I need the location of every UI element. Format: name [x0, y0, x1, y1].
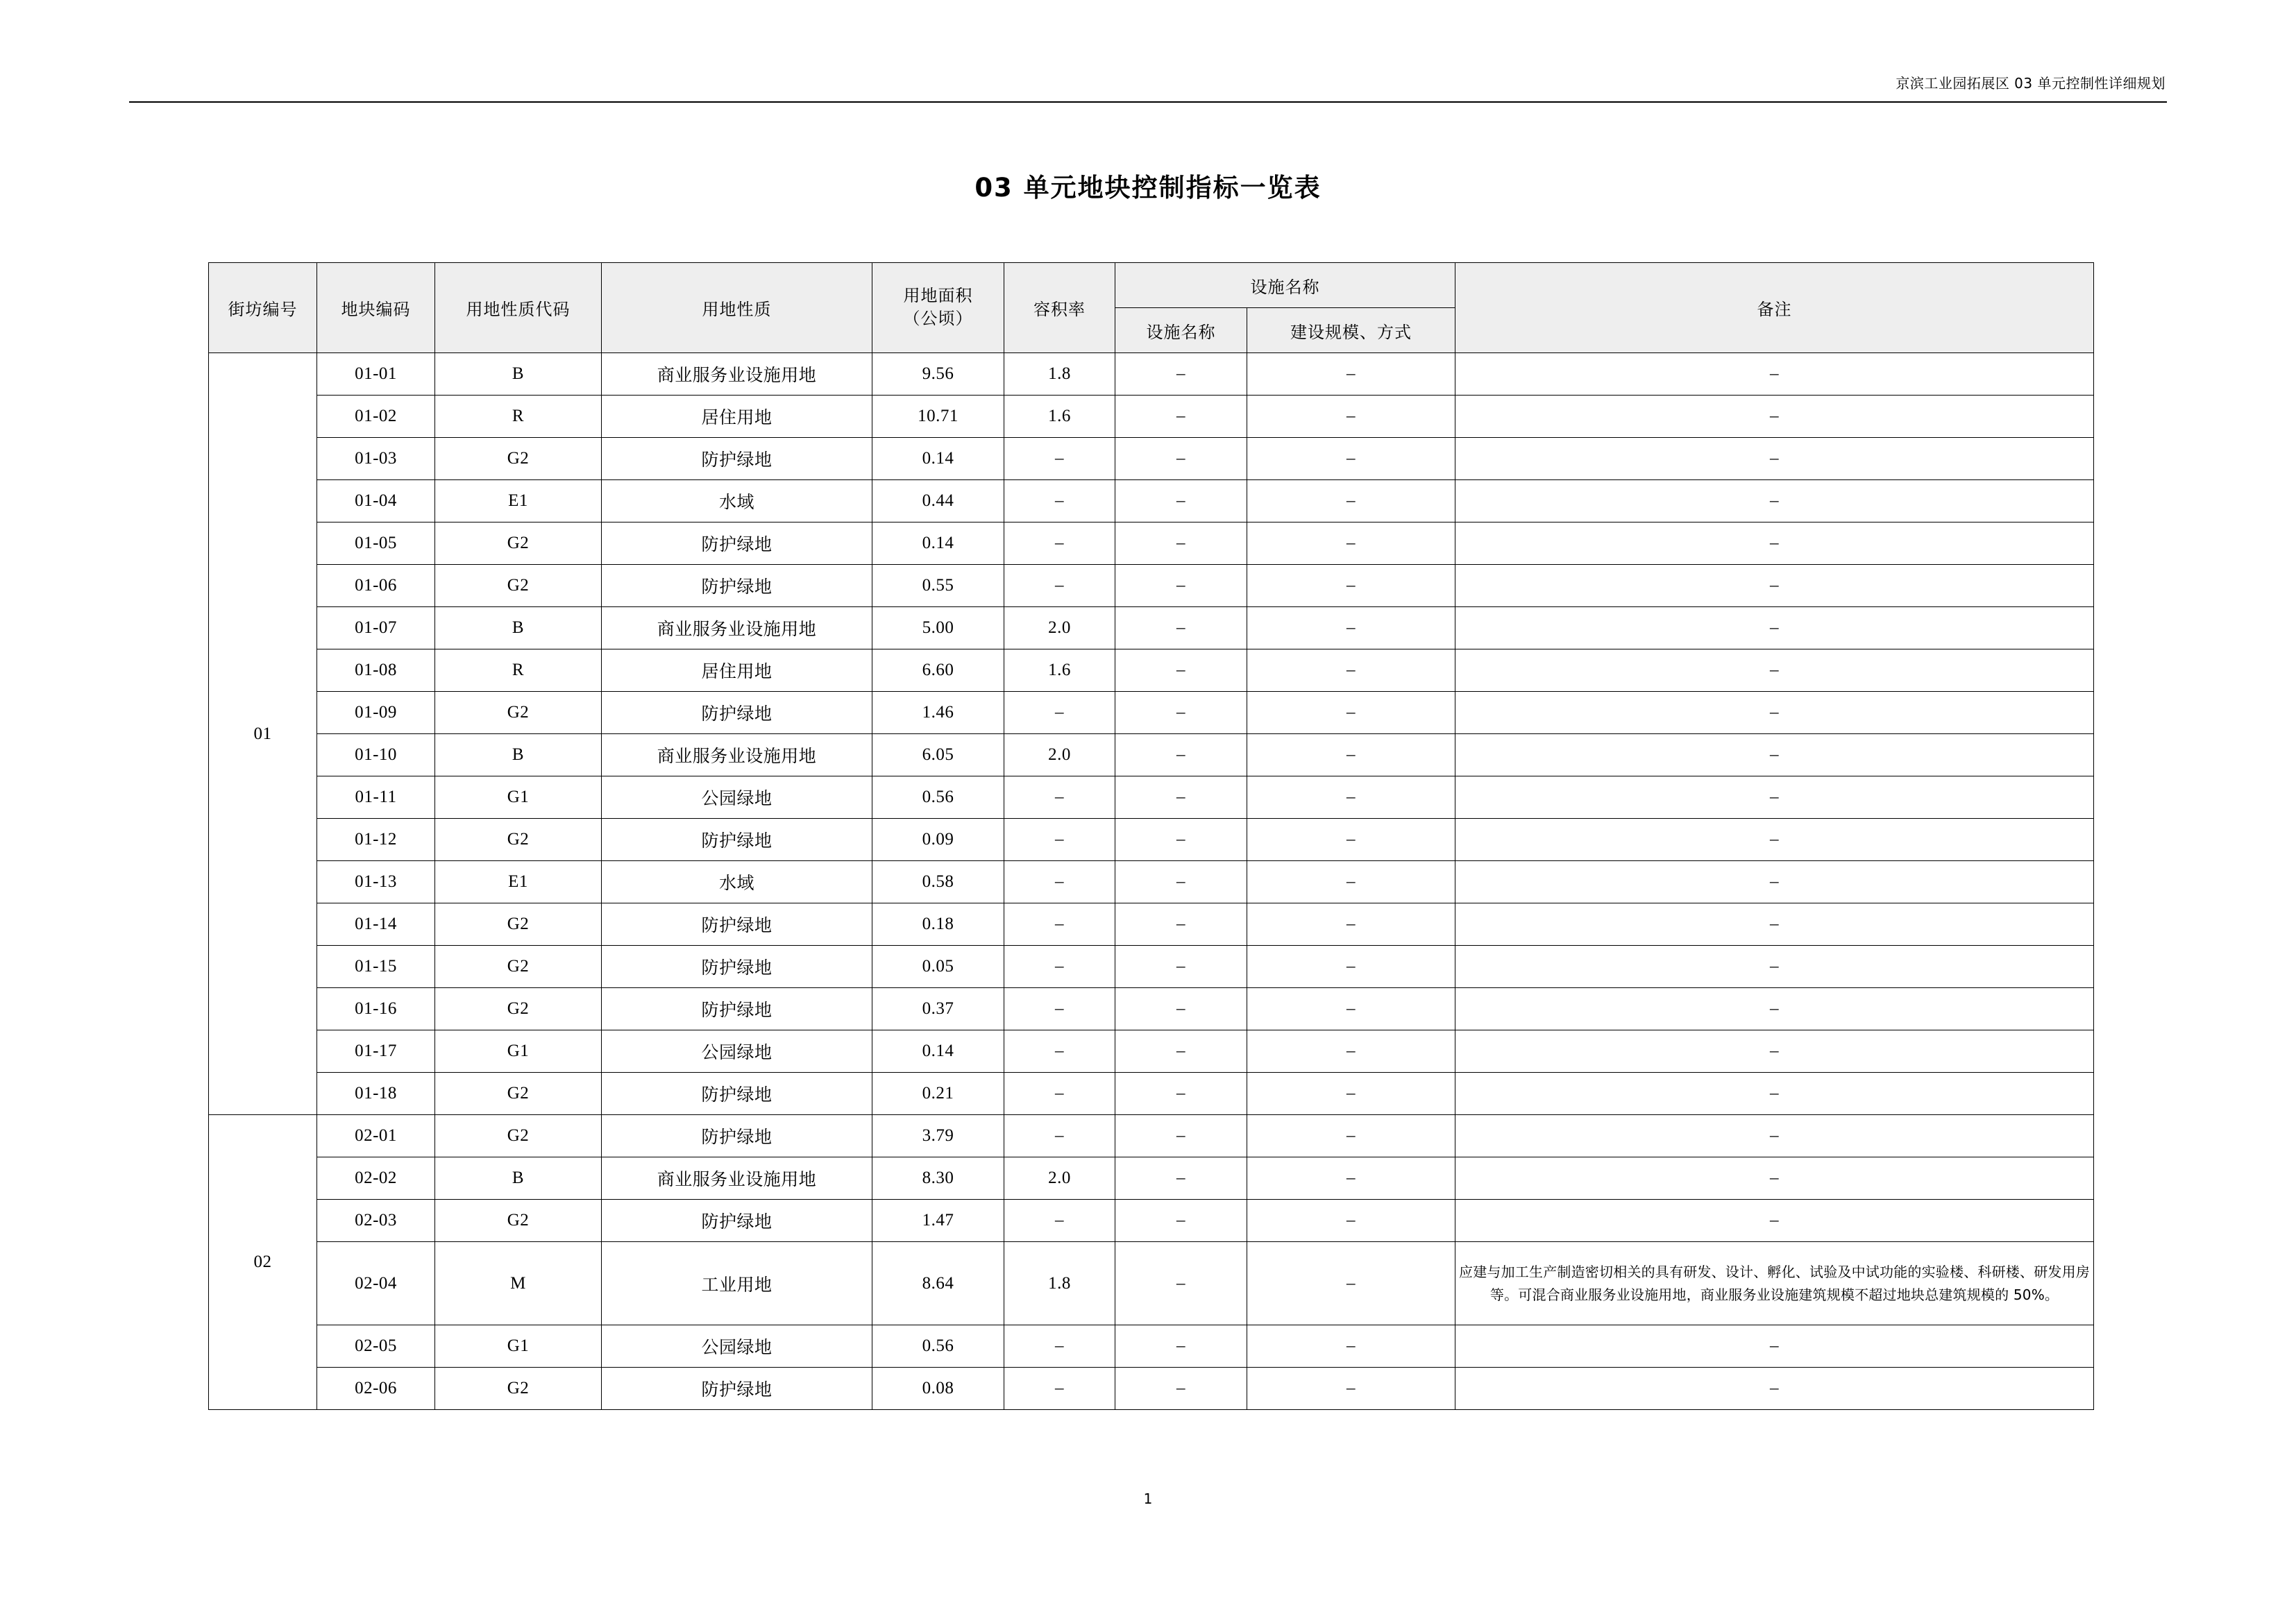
remark-cell: – — [1455, 565, 2094, 607]
land-use-code-cell: G1 — [435, 1325, 602, 1368]
facility-scale-cell: – — [1247, 607, 1455, 649]
control-index-table-wrapper — [208, 262, 2093, 1410]
remark-cell: – — [1455, 522, 2094, 565]
facility-name-cell: – — [1115, 480, 1247, 522]
land-use-nature-cell: 居住用地 — [602, 396, 872, 438]
table-body — [209, 353, 2094, 1410]
land-use-code-cell: G2 — [435, 988, 602, 1030]
land-use-nature-cell: 防护绿地 — [602, 522, 872, 565]
facility-name-cell: – — [1115, 565, 1247, 607]
table-row — [209, 1073, 2094, 1115]
plot-code-cell: 01-09 — [317, 692, 435, 734]
far-cell: 2.0 — [1004, 607, 1115, 649]
page-number: 1 — [1143, 1490, 1153, 1507]
plot-code-cell: 02-04 — [317, 1242, 435, 1325]
remark-cell: – — [1455, 480, 2094, 522]
land-area-cell: 0.37 — [872, 988, 1004, 1030]
facility-name-cell: – — [1115, 734, 1247, 776]
land-use-code-cell: G2 — [435, 903, 602, 946]
land-use-code-cell: G2 — [435, 522, 602, 565]
far-cell: 2.0 — [1004, 1157, 1115, 1200]
table-row — [209, 565, 2094, 607]
far-cell: – — [1004, 1368, 1115, 1410]
facility-scale-cell: – — [1247, 776, 1455, 819]
plot-code-cell: 01-10 — [317, 734, 435, 776]
remark-cell: – — [1455, 1030, 2094, 1073]
land-use-nature-cell: 商业服务业设施用地 — [602, 353, 872, 396]
plot-code-cell: 02-03 — [317, 1200, 435, 1242]
facility-scale-cell: – — [1247, 353, 1455, 396]
col-remark: 备注 — [1455, 263, 2094, 353]
remark-cell: – — [1455, 1073, 2094, 1115]
table-row — [209, 861, 2094, 903]
remark-cell: – — [1455, 353, 2094, 396]
plot-code-cell: 01-05 — [317, 522, 435, 565]
far-cell: – — [1004, 988, 1115, 1030]
plot-code-cell: 01-17 — [317, 1030, 435, 1073]
col-street-no: 街坊编号 — [209, 263, 317, 353]
land-use-code-cell: G1 — [435, 1030, 602, 1073]
plot-code-cell: 01-13 — [317, 861, 435, 903]
remark-cell: – — [1455, 692, 2094, 734]
land-use-nature-cell: 水域 — [602, 480, 872, 522]
street-no-cell: 02 — [209, 1115, 317, 1410]
running-header-title: 京滨工业园拓展区 03 单元控制性详细规划 — [1896, 75, 2166, 92]
land-use-nature-cell: 防护绿地 — [602, 1073, 872, 1115]
land-use-code-cell: G2 — [435, 1115, 602, 1157]
land-use-nature-cell: 防护绿地 — [602, 946, 872, 988]
remark-cell: – — [1455, 903, 2094, 946]
col-facility-group: 设施名称 — [1115, 263, 1455, 308]
far-cell: 1.8 — [1004, 353, 1115, 396]
plot-code-cell: 01-04 — [317, 480, 435, 522]
page-header — [129, 72, 2167, 103]
table-row — [209, 1115, 2094, 1157]
land-area-cell: 0.56 — [872, 776, 1004, 819]
land-use-code-cell: B — [435, 734, 602, 776]
land-use-code-cell: B — [435, 1157, 602, 1200]
land-area-cell: 0.21 — [872, 1073, 1004, 1115]
land-area-cell: 0.58 — [872, 861, 1004, 903]
remark-cell: – — [1455, 861, 2094, 903]
facility-scale-cell: – — [1247, 1242, 1455, 1325]
land-area-cell: 0.44 — [872, 480, 1004, 522]
street-no-cell: 01 — [209, 353, 317, 1115]
far-cell: – — [1004, 480, 1115, 522]
land-area-cell: 0.05 — [872, 946, 1004, 988]
table-row — [209, 480, 2094, 522]
facility-scale-cell: – — [1247, 1200, 1455, 1242]
remark-cell: – — [1455, 1200, 2094, 1242]
land-area-cell: 1.47 — [872, 1200, 1004, 1242]
col-facility-scale: 建设规模、方式 — [1247, 308, 1455, 353]
facility-name-cell: – — [1115, 776, 1247, 819]
remark-cell: – — [1455, 396, 2094, 438]
land-use-nature-cell: 公园绿地 — [602, 1325, 872, 1368]
land-use-nature-cell: 防护绿地 — [602, 1200, 872, 1242]
col-land-area-line1: 用地面积 — [903, 287, 973, 306]
col-land-area-line2: （公顷） — [903, 309, 973, 328]
land-area-cell: 6.60 — [872, 649, 1004, 692]
facility-name-cell: – — [1115, 396, 1247, 438]
facility-name-cell: – — [1115, 353, 1247, 396]
land-use-nature-cell: 公园绿地 — [602, 776, 872, 819]
facility-name-cell: – — [1115, 946, 1247, 988]
facility-name-cell: – — [1115, 1030, 1247, 1073]
table-row — [209, 1200, 2094, 1242]
facility-name-cell: – — [1115, 819, 1247, 861]
land-area-cell: 0.18 — [872, 903, 1004, 946]
plot-code-cell: 01-18 — [317, 1073, 435, 1115]
land-use-nature-cell: 防护绿地 — [602, 1115, 872, 1157]
table-row — [209, 903, 2094, 946]
remark-cell: – — [1455, 1115, 2094, 1157]
facility-scale-cell: – — [1247, 1368, 1455, 1410]
table-row — [209, 438, 2094, 480]
land-use-nature-cell: 水域 — [602, 861, 872, 903]
facility-scale-cell: – — [1247, 692, 1455, 734]
table-row — [209, 946, 2094, 988]
remark-cell: – — [1455, 1157, 2094, 1200]
remark-cell: – — [1455, 1368, 2094, 1410]
far-cell: 2.0 — [1004, 734, 1115, 776]
remark-cell: – — [1455, 776, 2094, 819]
land-use-code-cell: R — [435, 396, 602, 438]
plot-code-cell: 01-01 — [317, 353, 435, 396]
facility-scale-cell: – — [1247, 1115, 1455, 1157]
table-row — [209, 607, 2094, 649]
land-area-cell: 0.14 — [872, 438, 1004, 480]
far-cell: – — [1004, 1030, 1115, 1073]
facility-scale-cell: – — [1247, 1157, 1455, 1200]
table-row — [209, 522, 2094, 565]
col-far: 容积率 — [1004, 263, 1115, 353]
remark-cell: – — [1455, 1325, 2094, 1368]
table-row — [209, 1325, 2094, 1368]
land-use-nature-cell: 防护绿地 — [602, 988, 872, 1030]
remark-cell: 应建与加工生产制造密切相关的具有研发、设计、孵化、试验及中试功能的实验楼、科研楼、研发用房等。可混合商业服务业设施用地，商业服务业设施建筑规模不超过地块总建筑规模的 50%。 — [1455, 1242, 2094, 1325]
facility-scale-cell: – — [1247, 649, 1455, 692]
far-cell: 1.8 — [1004, 1242, 1115, 1325]
far-cell: – — [1004, 819, 1115, 861]
remark-cell: – — [1455, 607, 2094, 649]
plot-code-cell: 01-16 — [317, 988, 435, 1030]
facility-name-cell: – — [1115, 1200, 1247, 1242]
facility-name-cell: – — [1115, 522, 1247, 565]
facility-scale-cell: – — [1247, 903, 1455, 946]
far-cell: – — [1004, 522, 1115, 565]
facility-scale-cell: – — [1247, 480, 1455, 522]
plot-code-cell: 01-12 — [317, 819, 435, 861]
facility-name-cell: – — [1115, 1157, 1247, 1200]
facility-name-cell: – — [1115, 1115, 1247, 1157]
land-area-cell: 0.14 — [872, 1030, 1004, 1073]
land-use-code-cell: E1 — [435, 480, 602, 522]
remark-cell: – — [1455, 438, 2094, 480]
far-cell: – — [1004, 861, 1115, 903]
facility-scale-cell: – — [1247, 396, 1455, 438]
land-use-nature-cell: 工业用地 — [602, 1242, 872, 1325]
table-row — [209, 734, 2094, 776]
plot-code-cell: 02-05 — [317, 1325, 435, 1368]
land-use-code-cell: G2 — [435, 438, 602, 480]
land-area-cell: 0.56 — [872, 1325, 1004, 1368]
plot-code-cell: 01-08 — [317, 649, 435, 692]
facility-name-cell: – — [1115, 1325, 1247, 1368]
land-use-code-cell: B — [435, 607, 602, 649]
facility-name-cell: – — [1115, 988, 1247, 1030]
far-cell: – — [1004, 565, 1115, 607]
land-use-code-cell: G2 — [435, 1368, 602, 1410]
facility-scale-cell: – — [1247, 1325, 1455, 1368]
land-use-nature-cell: 防护绿地 — [602, 692, 872, 734]
table-row — [209, 819, 2094, 861]
facility-scale-cell: – — [1247, 565, 1455, 607]
facility-scale-cell: – — [1247, 819, 1455, 861]
land-use-code-cell: G2 — [435, 1200, 602, 1242]
land-area-cell: 5.00 — [872, 607, 1004, 649]
table-row — [209, 396, 2094, 438]
plot-code-cell: 01-07 — [317, 607, 435, 649]
land-area-cell: 9.56 — [872, 353, 1004, 396]
far-cell: 1.6 — [1004, 396, 1115, 438]
remark-cell: – — [1455, 946, 2094, 988]
facility-name-cell: – — [1115, 903, 1247, 946]
plot-code-cell: 02-06 — [317, 1368, 435, 1410]
land-use-nature-cell: 商业服务业设施用地 — [602, 1157, 872, 1200]
plot-code-cell: 01-14 — [317, 903, 435, 946]
far-cell: 1.6 — [1004, 649, 1115, 692]
table-header-row-1 — [209, 263, 2094, 308]
plot-code-cell: 02-02 — [317, 1157, 435, 1200]
plot-code-cell: 01-06 — [317, 565, 435, 607]
facility-scale-cell: – — [1247, 946, 1455, 988]
land-area-cell: 3.79 — [872, 1115, 1004, 1157]
land-use-nature-cell: 防护绿地 — [602, 438, 872, 480]
far-cell: – — [1004, 903, 1115, 946]
table-row — [209, 776, 2094, 819]
land-use-nature-cell: 防护绿地 — [602, 903, 872, 946]
facility-name-cell: – — [1115, 1368, 1247, 1410]
land-use-code-cell: B — [435, 353, 602, 396]
land-use-nature-cell: 防护绿地 — [602, 819, 872, 861]
far-cell: – — [1004, 1325, 1115, 1368]
facility-scale-cell: – — [1247, 522, 1455, 565]
facility-scale-cell: – — [1247, 861, 1455, 903]
facility-name-cell: – — [1115, 861, 1247, 903]
land-use-nature-cell: 商业服务业设施用地 — [602, 734, 872, 776]
facility-name-cell: – — [1115, 607, 1247, 649]
col-land-use-nature: 用地性质 — [602, 263, 872, 353]
col-plot-code: 地块编码 — [317, 263, 435, 353]
remark-cell: – — [1455, 988, 2094, 1030]
land-use-nature-cell: 商业服务业设施用地 — [602, 607, 872, 649]
land-area-cell: 6.05 — [872, 734, 1004, 776]
land-use-code-cell: G1 — [435, 776, 602, 819]
plot-code-cell: 01-11 — [317, 776, 435, 819]
far-cell: – — [1004, 438, 1115, 480]
land-area-cell: 0.14 — [872, 522, 1004, 565]
land-use-nature-cell: 居住用地 — [602, 649, 872, 692]
land-use-nature-cell: 防护绿地 — [602, 565, 872, 607]
col-land-area — [872, 263, 1004, 353]
facility-name-cell: – — [1115, 438, 1247, 480]
remark-cell: – — [1455, 734, 2094, 776]
far-cell: – — [1004, 776, 1115, 819]
plot-code-cell: 01-02 — [317, 396, 435, 438]
far-cell: – — [1004, 1115, 1115, 1157]
far-cell: – — [1004, 1200, 1115, 1242]
remark-cell: – — [1455, 819, 2094, 861]
land-use-code-cell: G2 — [435, 692, 602, 734]
land-use-code-cell: M — [435, 1242, 602, 1325]
table-header — [209, 263, 2094, 353]
facility-scale-cell: – — [1247, 1030, 1455, 1073]
facility-scale-cell: – — [1247, 734, 1455, 776]
page-title: 03 单元地块控制指标一览表 — [974, 173, 1322, 203]
land-use-nature-cell: 防护绿地 — [602, 1368, 872, 1410]
land-area-cell: 0.09 — [872, 819, 1004, 861]
table-row — [209, 353, 2094, 396]
table-row — [209, 692, 2094, 734]
facility-scale-cell: – — [1247, 988, 1455, 1030]
land-use-code-cell: E1 — [435, 861, 602, 903]
table-row — [209, 1030, 2094, 1073]
table-row — [209, 1242, 2094, 1325]
plot-code-cell: 01-03 — [317, 438, 435, 480]
facility-name-cell: – — [1115, 1073, 1247, 1115]
land-area-cell: 0.55 — [872, 565, 1004, 607]
col-facility-name: 设施名称 — [1115, 308, 1247, 353]
remark-cell: – — [1455, 649, 2094, 692]
table-row — [209, 649, 2094, 692]
table-row — [209, 1157, 2094, 1200]
far-cell: – — [1004, 692, 1115, 734]
land-use-nature-cell: 公园绿地 — [602, 1030, 872, 1073]
far-cell: – — [1004, 1073, 1115, 1115]
land-area-cell: 8.64 — [872, 1242, 1004, 1325]
land-use-code-cell: G2 — [435, 565, 602, 607]
facility-scale-cell: – — [1247, 1073, 1455, 1115]
plot-code-cell: 02-01 — [317, 1115, 435, 1157]
plot-code-cell: 01-15 — [317, 946, 435, 988]
land-use-code-cell: G2 — [435, 819, 602, 861]
land-area-cell: 1.46 — [872, 692, 1004, 734]
land-area-cell: 10.71 — [872, 396, 1004, 438]
land-use-code-cell: R — [435, 649, 602, 692]
col-land-use-code: 用地性质代码 — [435, 263, 602, 353]
facility-name-cell: – — [1115, 1242, 1247, 1325]
facility-scale-cell: – — [1247, 438, 1455, 480]
control-index-table — [208, 262, 2094, 1410]
table-row — [209, 988, 2094, 1030]
facility-name-cell: – — [1115, 649, 1247, 692]
facility-name-cell: – — [1115, 692, 1247, 734]
land-area-cell: 8.30 — [872, 1157, 1004, 1200]
table-row — [209, 1368, 2094, 1410]
land-use-code-cell: G2 — [435, 946, 602, 988]
land-area-cell: 0.08 — [872, 1368, 1004, 1410]
land-use-code-cell: G2 — [435, 1073, 602, 1115]
far-cell: – — [1004, 946, 1115, 988]
